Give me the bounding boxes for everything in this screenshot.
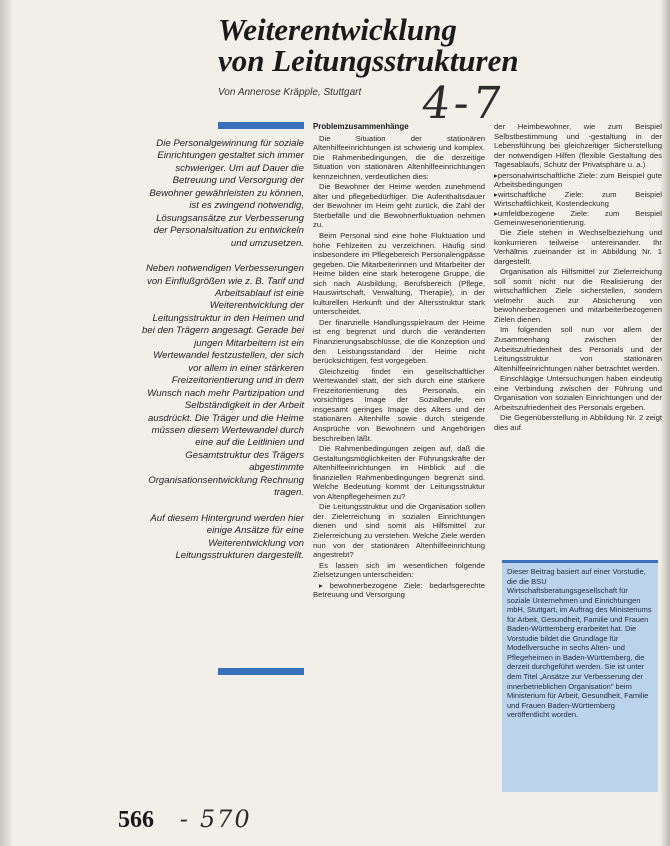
goal-list	[494, 171, 662, 228]
body-paragraph: Organisation als Hilfsmittel zur Zielerreichung soll somit nicht nur die Realisierung der wirtschaftlichen Ziele sicherstellen, sondern vielmehr auch zur Absicherung von bewohnerbezogenen und mitarbeiterbezogenen Zielen dienen.	[494, 267, 662, 324]
intro-paragraph: Neben notwendigen Verbesserungen von Einflußgrößen wie z. B. Tarif und Arbeitsablauf ist eine Weiterentwicklung der Leitungsstruktur in den Heimen und bei den Trägern angesagt. Gerade bei jungen Mitarbeitern ist ein Wertewandel festzustellen, der sich vor allem in einer stärkeren Freizeitorientierung und in dem Wunsch nach mehr Partizipation und Selbständigkeit in der Arbeit ausdrückt. Die Träger und die Heime müssen diesem Wertewandel durch eine auf die Leitlinien und Gesamtstruktur des Trägers abgestimmte Organisationsentwicklung Rechnung tragen.	[142, 263, 304, 499]
body-paragraph: Beim Personal sind eine hohe Fluktuation und hohe Fehlzeiten zu verzeichnen. Häufig sind insbesondere im Pflegebereich Personalengpässe gegeben. Die Mitarbeiterinnen und Mitarbeiter der Heime bilden eine stark heterogene Gruppe, die sich nach Ausbildung, Berufsbereich (Pflege, Hauswirtschaft, Verwaltung, Therapie), in der kulturellen Herkunft und der Altersstruktur stark unterscheidet.	[313, 231, 485, 317]
body-paragraph: Die Ziele stehen in Wechselbeziehung und konkurrieren teilweise untereinander. Ihr Verhältnis zueinander ist in Abbildung Nr. 1 dargestellt.	[494, 228, 662, 266]
body-paragraph: Die Bewohner der Heime werden zunehmend älter und pflegebedürftiger. Die Aufenthaltsdauer der Bewohner im Heim geht zurück, die Zahl der Sterbefälle und die Bewohnerfluktuation nehmen zu.	[313, 182, 485, 230]
list-item: ▸ umfeldbezogene Ziele: zum Beispiel Gemeinwesenorientierung.	[494, 209, 662, 228]
body-paragraph: Der finanzielle Handlungsspielraum der Heime ist eng begrenzt und durch die veränderten Finanzierungsabschlüsse, die die Konzeption und den Leistungsstandard der Heime nicht berücksichtigen, fest vorgegeben.	[313, 317, 485, 366]
byline: Von Annerose Kräpple, Stuttgart	[218, 87, 362, 98]
list-item: ▸ wirtschaftliche Ziele: zum Beispiel Wirtschaftlichkeit, Kostendeckung	[494, 190, 662, 209]
intro-column	[142, 138, 304, 576]
body-paragraph: Die Situation der stationären Altenhilfeeinrichtungen ist schwierig und komplex. Die Rahmenbedingungen, die die derzeitige Situation von stationären Altenhilfeeinrichtungen kennzeichnen, verdeutlichen dies:	[313, 133, 485, 181]
intro-paragraph: Auf diesem Hintergrund werden hier einige Ansätze für eine Weiterentwicklung von Leitungsstrukturen dargestellt.	[150, 512, 304, 562]
accent-bar-top	[218, 122, 304, 129]
handwritten-page-number: - 570	[177, 805, 255, 833]
accent-bar-bottom	[218, 668, 304, 675]
body-paragraph: Im folgenden soll nun vor allem der Zusammenhang zwischen der Arbeitszufriedenheit des Personals und der Leitungsstruktur von stationären Altenhilfeeinrichtungen näher betrachtet werden.	[494, 325, 662, 373]
right-column	[494, 122, 662, 434]
section-heading: Problemzusammenhänge	[313, 122, 409, 131]
middle-column	[313, 122, 485, 601]
list-item: ▸ personalwirtschaftliche Ziele: zum Beispiel gute Arbeitsbedingungen	[494, 171, 662, 190]
body-paragraph: ▸ bewohnerbezogene Ziele: bedarfsgerechte Betreuung und Versorgung	[313, 580, 485, 600]
title-line-1: Weiterentwicklung	[218, 12, 457, 47]
body-paragraph: Die Leitungsstruktur und die Organisation sollen der Zielerreichung in sozialen Einrichtungen dienen und sind somit als Hilfsmittel zur Zielerreichung zu verstehen. Welche Ziele werden nun von der stationären Altenhilfeeinrichtung angestrebt?	[313, 502, 485, 560]
handwritten-note: 4-7	[418, 78, 509, 129]
body-paragraph: Die Gegenüberstellung in Abbildung Nr. 2 zeigt dies auf.	[494, 413, 662, 432]
article-title	[218, 14, 658, 76]
body-paragraph: Gleichzeitig findet ein gesellschaftlicher Wertewandel statt, der sich durch eine stärkere Freizeitorientierung des Personals, ein vorsichtiges Image der Sozialberufe, ein insgesamt geringes Image des Alters und der stationären Altenhilfe sowie durch steigende Ansprüche von Bewohnern und Angehörigen beschreiben läßt.	[313, 366, 485, 443]
page-number: 566	[118, 807, 154, 833]
body-paragraph: Die Rahmenbedingungen zeigen auf, daß die Gestaltungsmöglichkeiten der Führungskräfte der Altenhilfeeinrichtungen im Hinblick auf die finanziellen Rahmenbedingungen begrenzt sind. Welche Bedeutung kommt der Leitungsstruktur von Altenpflegeheimen zu?	[313, 444, 485, 501]
title-line-2: von Leitungsstrukturen	[218, 43, 519, 78]
body-paragraph: Einschlägige Untersuchungen haben eindeutig eine Verbindung zwischen der Führung und Organisation von sozialen Einrichtungen und der Arbeitszufriedenheit des Personals ergeben.	[494, 374, 662, 412]
intro-paragraph: Die Personalgewinnung für soziale Einrichtungen gestaltet sich immer schwieriger. Um auf Dauer die Betreuung und Versorgung der Bewohner gewährleisten zu können, ist es zwingend notwendig, Lösungsansätze zur Verbesserung der Personalsituation zu entwickeln und umzusetzen.	[149, 138, 304, 249]
page-edge-left	[0, 0, 12, 846]
body-paragraph: der Heimbewohner, wie zum Beispiel Selbstbestimmung und -gestaltung in der Lebensführung bei gleichzeitiger Sicherstellung der notwendigen Hilfen (flexible Gestaltung des Tagesablaufs, Schutz der Privatsphäre u. a.)	[494, 122, 662, 170]
info-box: Dieser Beitrag basiert auf einer Vorstudie, die die BSU Wirtschaftsberatungsgesellschaft für soziale Unternehmen und Einrichtungen mbH, Stuttgart, im Auftrag des Ministeriums für Arbeit, Gesundheit, Familie und Frauen Baden-Württemberg erarbeitet hat. Die Vorstudie bildet die Grundlage für Modellversuche in sechs Alten- und Pflegeheimen in Baden-Württemberg, die derzeit durchgeführt werden. Sie ist unter dem Titel „Ansätze zur Verbesserung der innerbetrieblichen Organisation" beim Ministerium für Arbeit, Gesundheit, Familie und Frauen Baden-Württemberg veröffentlicht worden.	[502, 560, 658, 792]
body-paragraph: Es lassen sich im wesentlichen folgende Zielsetzungen unterscheiden:	[313, 560, 485, 580]
